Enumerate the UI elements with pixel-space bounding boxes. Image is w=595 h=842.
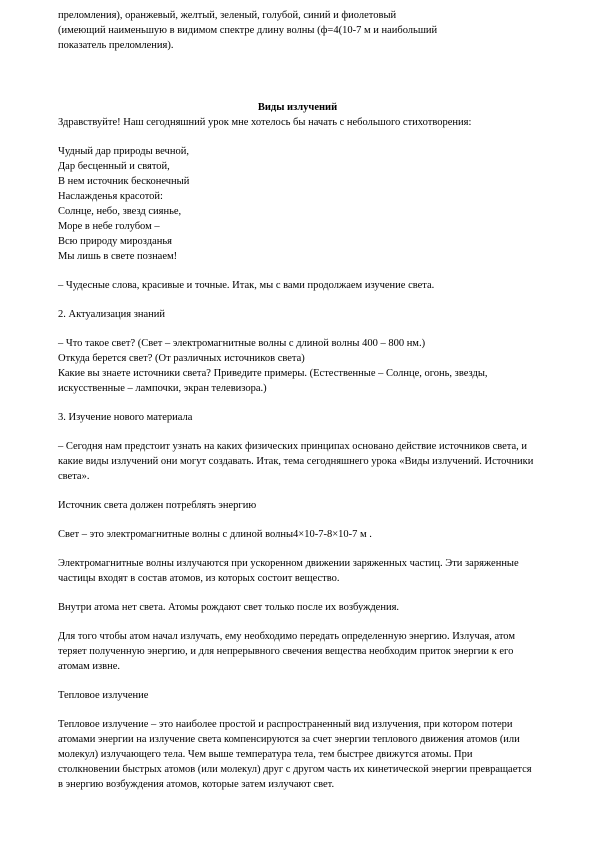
paragraph: – Чудесные слова, красивые и точные. Итак, мы с вами продолжаем изучение света.	[58, 280, 435, 291]
section-heading: Тепловое излучение	[58, 690, 149, 701]
section-heading: 2. Актуализация знаний	[58, 309, 166, 320]
paragraph: Свет – это электромагнитные волны с длиной волны4×10-7-8×10-7 м .	[58, 529, 372, 540]
qa-line: – Что такое свет? (Свет – электромагнитные волны с длиной волны 400 – 800 нм.)	[58, 338, 426, 349]
poem-line: Дар бесценный и святой,	[58, 161, 170, 172]
poem-line: В нем источник бесконечный	[58, 176, 190, 187]
excite-line: атомам извне.	[58, 661, 121, 672]
poem-line: Море в небе голубом –	[58, 221, 160, 232]
greeting-text: Здравствуйте! Наш сегодняшний урок мне хотелось бы начать с небольшого стихотворения:	[58, 117, 472, 128]
qa-line: Откуда берется свет? (От различных источников света)	[58, 353, 305, 364]
paragraph: Источник света должен потреблять энергию	[58, 500, 257, 511]
poem-line: Чудный дар природы вечной,	[58, 146, 189, 157]
topic-line: – Сегодня нам предстоит узнать на каких физических принципах основано действие источников света, и	[58, 441, 528, 452]
thermal-line: в энергию возбуждения атомов, которые затем излучают свет.	[58, 779, 335, 790]
topic-line: света».	[58, 471, 90, 482]
poem-line: Мы лишь в свете познаем!	[58, 251, 178, 262]
thermal-line: столкновении быстрых атомов (или молекул) друг с другом часть их кинетической энергии превращается	[58, 764, 532, 775]
intro-line: (имеющий наименьшую в видимом спектре длину волны (ф=4(10-7 м и наибольший	[58, 25, 438, 36]
thermal-line: Тепловое излучение – это наиболее простой и распространенный вид излучения, при котором потери	[58, 719, 513, 730]
paragraph: Внутри атома нет света. Атомы рождают свет только после их возбуждения.	[58, 602, 400, 613]
em-line: Электромагнитные волны излучаются при ускоренном движении заряженных частиц. Эти заряженные	[58, 558, 519, 569]
intro-line: показатель преломления).	[58, 40, 174, 51]
thermal-line: атомами энергии на излучение света компенсируются за счет энергии теплового движения атомов (или	[58, 734, 520, 745]
excite-line: Для того чтобы атом начал излучать, ему необходимо передать определенную энергию. Излучая, атом	[58, 631, 515, 642]
topic-line: какие виды излучений они могут создавать. Итак, тема сегодняшнего урока «Виды излучений. Источники	[58, 456, 534, 467]
poem-line: Всю природу мирозданья	[58, 236, 172, 247]
intro-line: преломления), оранжевый, желтый, зеленый, голубой, синий и фиолетовый	[58, 10, 397, 21]
excite-line: теряет полученную энергию, и для непрерывного свечения вещества необходим приток энергии к его	[58, 646, 514, 657]
qa-line: Какие вы знаете источники света? Приведите примеры. (Естественные – Солнце, огонь, звезды,	[58, 368, 488, 379]
qa-line: искусственные – лампочки, экран телевизора.)	[58, 383, 267, 394]
section-title: Виды излучений	[257, 102, 338, 113]
em-line: частицы входят в состав атомов, из которых состоит вещество.	[58, 573, 340, 584]
poem-line: Наслажденья красотой:	[58, 191, 163, 202]
thermal-line: молекул) излучающего тела. Чем выше температура тела, тем быстрее движутся атомы. При	[58, 749, 473, 760]
section-heading: 3. Изучение нового материала	[58, 412, 193, 423]
poem-line: Солнце, небо, звезд сиянье,	[58, 206, 182, 217]
